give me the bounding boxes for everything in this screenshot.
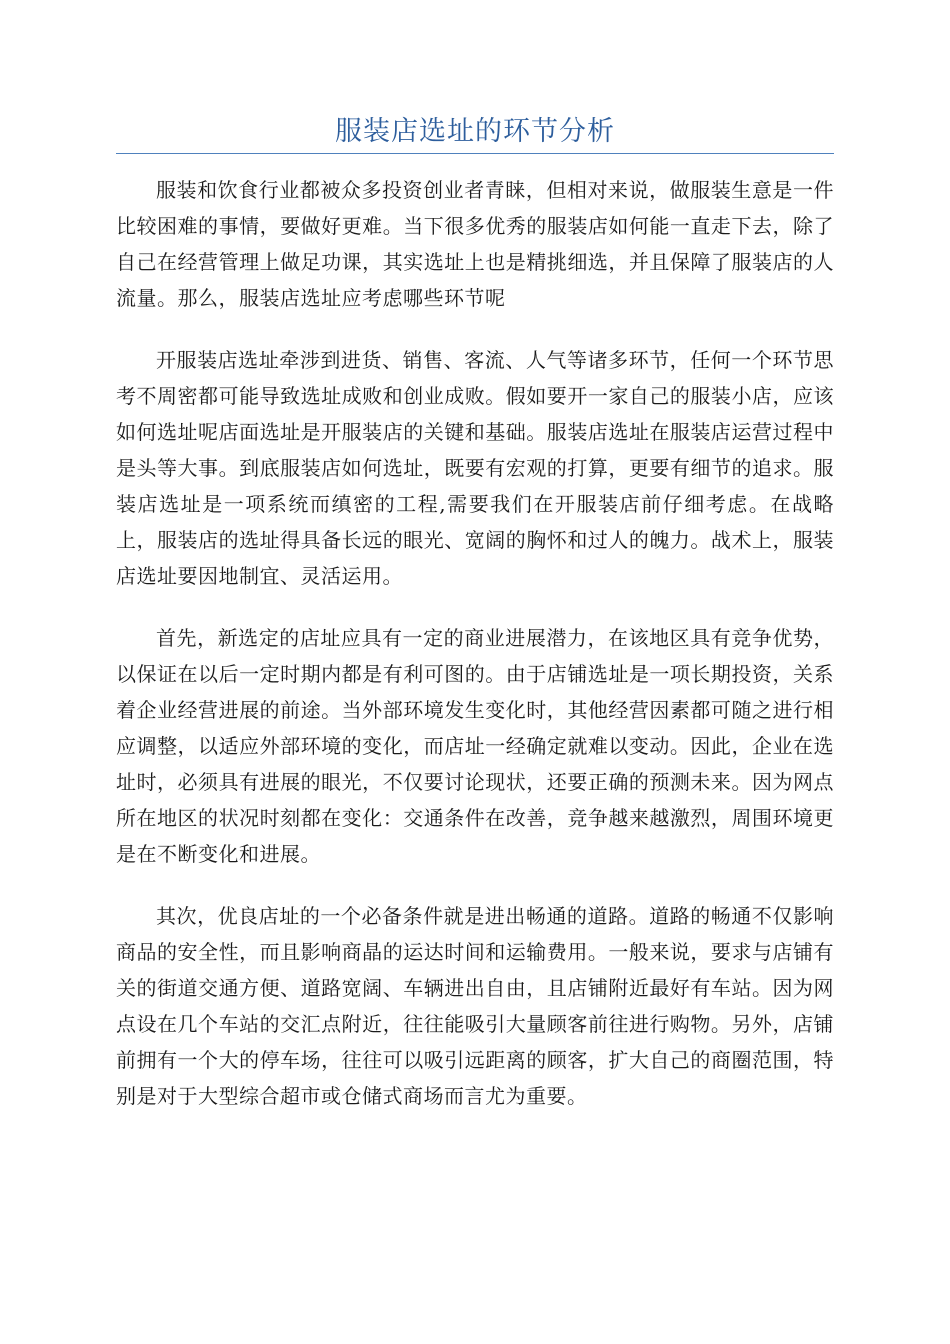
title-divider — [116, 153, 834, 154]
document-body — [116, 172, 834, 1114]
document-page — [116, 112, 834, 1140]
paragraph-1: 服装和饮食行业都被众多投资创业者青睐，但相对来说，做服装生意是一件比较困难的事情，要做好更难。当下很多优秀的服装店如何能一直走下去，除了自己在经营管理上做足功课，其实选址上也是精挑细选，并且保障了服装店的人流量。那么，服装店选址应考虑哪些环节呢 — [116, 178, 834, 310]
paragraph-2: 开服装店选址牵涉到进货、销售、客流、人气等诸多环节，任何一个环节思考不周密都可能导致选址成败和创业成败。假如要开一家自己的服装小店，应该如何选址呢店面选址是开服装店的关键和基础。服装店选址在服装店运营过程中是头等大事。到底服装店如何选址，既要有宏观的打算，更要有细节的追求。服装店选址是一项系统而缜密的工程,需要我们在开服装店前仔细考虑。在战略上，服装店的选址得具备长远的眼光、宽阔的胸怀和过人的魄力。战术上，服装店选址要因地制宜、灵活运用。 — [116, 348, 834, 588]
paragraph-3: 首先，新选定的店址应具有一定的商业进展潜力，在该地区具有竞争优势，以保证在以后一定时期内都是有利可图的。由于店铺选址是一项长期投资，关系着企业经营进展的前途。当外部环境发生变化时，其他经营因素都可随之进行相应调整，以适应外部环境的变化，而店址一经确定就难以变动。因此，企业在选址时，必须具有进展的眼光，不仅要讨论现状，还要正确的预测未来。因为网点所在地区的状况时刻都在变化：交通条件在改善，竞争越来越激烈，周围环境更是在不断变化和进展。 — [116, 626, 834, 866]
paragraph-4: 其次，优良店址的一个必备条件就是进出畅通的道路。道路的畅通不仅影响商品的安全性，而且影响商晶的运达时间和运输费用。一般来说，要求与店铺有关的街道交通方便、道路宽阔、车辆进出自由，且店铺附近最好有车站。因为网点设在几个车站的交汇点附近，往往能吸引大量顾客前往进行购物。另外，店铺前拥有一个大的停车场，往往可以吸引远距离的顾客，扩大自己的商圈范围，特别是对于大型综合超市或仓储式商场而言尤为重要。 — [116, 904, 834, 1108]
document-title: 服装店选址的环节分析 — [335, 116, 615, 147]
